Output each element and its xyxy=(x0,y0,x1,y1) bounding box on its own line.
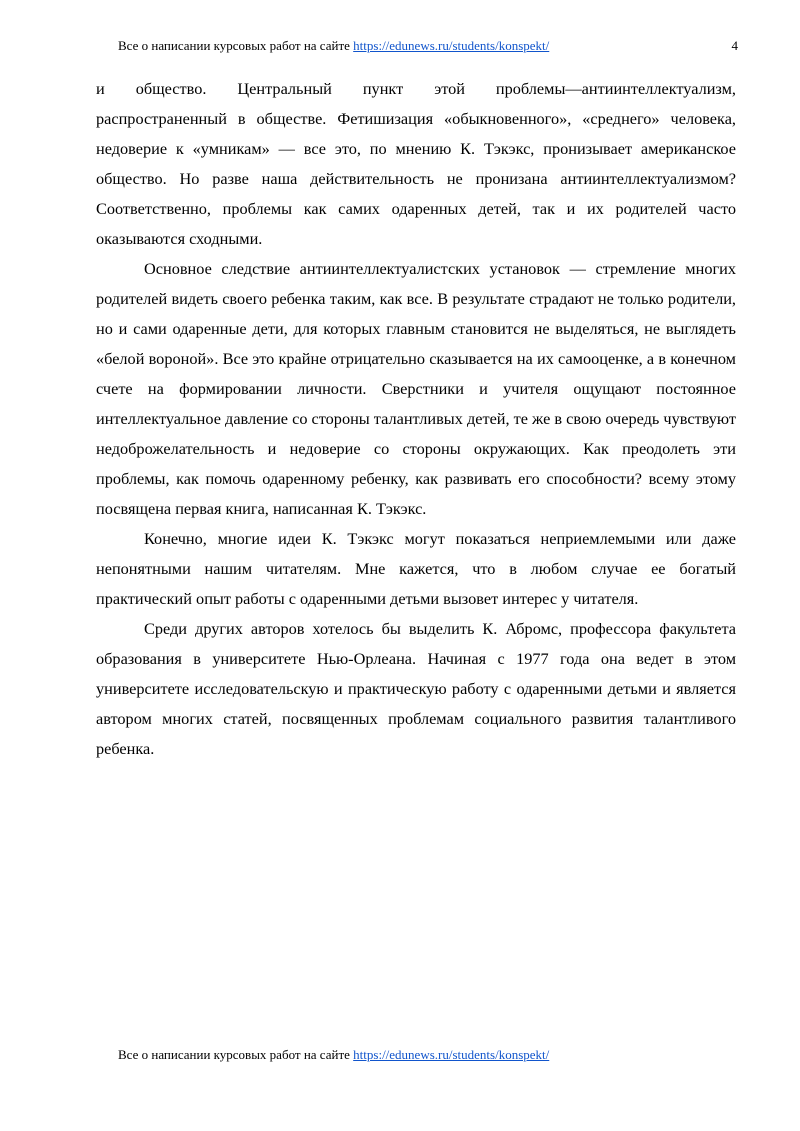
page-number: 4 xyxy=(731,38,738,53)
page-header xyxy=(118,37,738,55)
page-footer xyxy=(118,1046,738,1064)
header-link[interactable]: https://edunews.ru/students/konspekt/ xyxy=(353,38,550,53)
paragraph-2: Основное следствие антиинтеллектуалистских установок — стремление многих родителей видеть своего ребенка таким, как все. В результате страдают не только родители, но и сами одаренные дети, для которых главным становится не выделяться, не выглядеть «белой вороной». Все это крайне отрицательно сказывается на их самооценке, а в конечном счете на формировании личности. Сверстники и учителя ощущают постоянное интеллектуальное давление со стороны талантливых детей, те же в свою очередь чувствуют недоброжелательность и недоверие со стороны окружающих. Как преодолеть эти проблемы, как помочь одаренному ребенку, как развивать его способности? всему этому посвящена первая книга, написанная К. Тэкэкс. xyxy=(96,259,736,518)
header-text: Все о написании курсовых работ на сайте xyxy=(118,38,354,53)
footer-link[interactable]: https://edunews.ru/students/konspekt/ xyxy=(353,1047,550,1062)
body-text xyxy=(96,74,736,764)
paragraph-4: Среди других авторов хотелось бы выделить К. Абромс, профессора факультета образования в университете Нью-Орлеана. Начиная с 1977 года она ведет в этом университете исследовательскую и практическую работу с одаренными детьми и является автором многих статей, посвященных проблемам социального развития талантливого ребенка. xyxy=(96,619,736,758)
paragraph-1: и общество. Центральный пункт этой проблемы—антиинтеллектуализм, распространенный в обществе. Фетишизация «обыкновенного», «среднего» человека, недоверие к «умникам» — все это, по мнению К. Тэкэкс, пронизывает американское общество. Но разве наша действительность не пронизана антиинтеллектуализмом? Соответственно, проблемы как самих одаренных детей, так и их родителей часто оказываются сходными. xyxy=(96,79,736,248)
paragraph-3: Конечно, многие идеи К. Тэкэкс могут показаться неприемлемыми или даже непонятными нашим читателям. Мне кажется, что в любом случае ее богатый практический опыт работы с одаренными детьми вызовет интерес у читателя. xyxy=(96,529,736,608)
footer-text: Все о написании курсовых работ на сайте xyxy=(118,1047,354,1062)
